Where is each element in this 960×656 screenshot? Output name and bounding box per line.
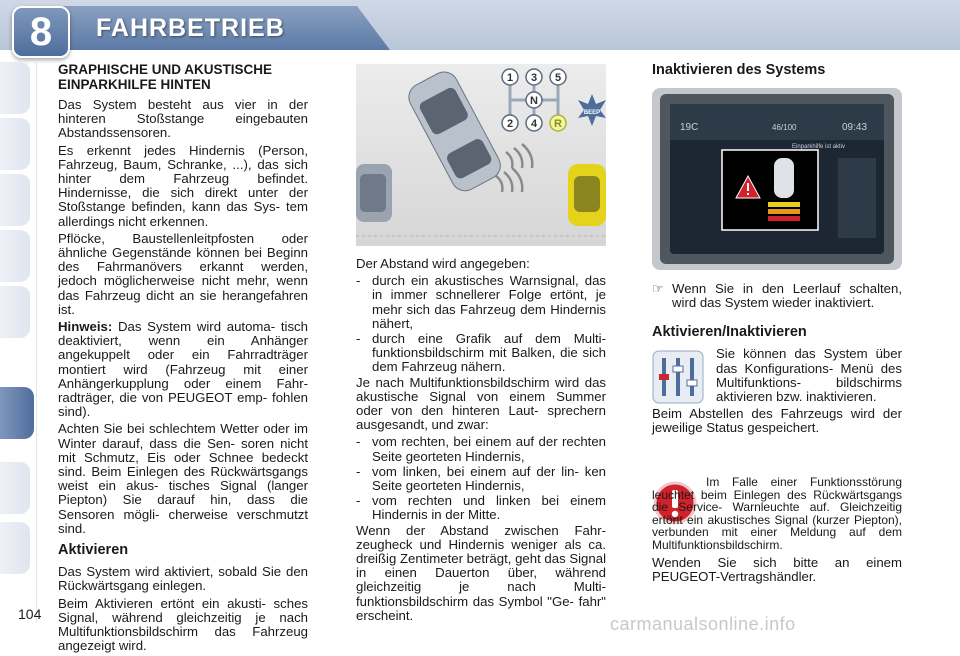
gear-label: 2 (506, 118, 514, 130)
edge-tab-1[interactable] (0, 62, 30, 114)
hint-paragraph (58, 320, 308, 419)
edge-tab-2[interactable] (0, 118, 30, 170)
paragraph: Sie können das System über das Konfigurations- Menü des Multifunktions- bildschirms aktivieren bzw. inaktivieren. (716, 346, 902, 405)
gear-shift-diagram (502, 69, 566, 131)
gear-label: 3 (530, 72, 538, 84)
distance-bar (768, 216, 800, 221)
left-parked-car-window (360, 174, 386, 212)
screen-car-icon (774, 158, 794, 198)
gear-label: N (530, 95, 538, 107)
watermark: carmanualsonline.info (610, 614, 796, 634)
pointing-hand-icon: ☞ (652, 281, 664, 296)
beep-label: BEEP (583, 110, 601, 116)
list-item: - durch eine Grafik auf dem Multi- funktionsbildschirm mit Balken, die sich dem Fahrzeug nähern. (356, 331, 606, 375)
right-column-top (652, 62, 902, 85)
list-item: - vom linken, bei einem auf der lin- ken Seite georteten Hindernis, (356, 463, 606, 494)
hint-text: Das System wird automa- tisch deaktiviert, wenn ein Anhänger angekuppelt oder ein Fahrradträger montiert wird (Fahrzeug mit einer Anhängerkupplung oder einem Fahr- radträger, die von PEUGEOT emp- fohlen sind). (58, 319, 308, 420)
gear-label: 5 (554, 72, 562, 84)
edge-tab-4[interactable] (0, 230, 30, 282)
page-number: 104 (18, 606, 42, 622)
chapter-header (0, 0, 960, 62)
middle-column (356, 257, 606, 626)
configuration-menu-icon (652, 350, 704, 404)
screen-svg (652, 88, 902, 270)
edge-tab-3[interactable] (0, 174, 30, 226)
edge-tab-active[interactable] (0, 387, 34, 439)
distance-bar (768, 209, 800, 214)
deactivation-heading: Inaktivieren des Systems (652, 62, 826, 78)
paragraph: Je nach Multifunktionsbildschirm wird das akustische Signal von einem Summer oder von den hinteren Laut- sprechern ausgesandt, und zwar: (356, 374, 606, 433)
list-item: - vom rechten, bei einem auf der rechten Seite georteten Hindernis, (356, 434, 606, 464)
gear-label: 1 (506, 72, 514, 84)
screen-temperature: 19C (680, 122, 699, 133)
right-parked-car-window (574, 176, 600, 212)
hint-label: Hinweis: (58, 319, 113, 335)
paragraph: Pflöcke, Baustellenleitpfosten oder ähnliche Gegenstände können bei Beginn des Fahrmanövers erkannt werden, jedoch möglicherweise nicht mehr, wenn das Fahrzeug dicht an sie herangefahren ist. (58, 230, 308, 317)
edge-tab-5[interactable] (0, 286, 30, 338)
screen-caption: Einparkhilfe ist aktiv (792, 144, 846, 150)
section-heading: GRAPHISCHE UND AKUSTISCHE EINPARKHILFE HINTEN (58, 62, 273, 92)
screen-clock: 09:43 (842, 122, 868, 133)
list-item: - vom rechten und linken bei einem Hindernis in der Mitte. (356, 493, 606, 523)
activation-heading: Aktivieren (58, 542, 129, 559)
edge-tab-7[interactable] (0, 462, 30, 514)
gear-label: 4 (530, 118, 538, 130)
multifunction-screen-illustration (652, 88, 902, 270)
edge-divider (36, 62, 37, 622)
paragraph: Wenn der Abstand zwischen Fahr- zeugheck und Hindernis weniger als ca. dreißig Zentimeter beträgt, geht das Signal in einen Dauerton über, während gleichzeitig je nach Multi- funktionsbildschirm das Symbol "Ge- fahr" erscheint. (356, 522, 606, 623)
paragraph: Das System wird aktiviert, sobald Sie den Rückwärtsgang einlegen. (58, 564, 308, 594)
chapter-title: FAHRBETRIEB (96, 14, 285, 42)
chapter-number-badge: 8 (12, 6, 70, 58)
paragraph: Wenden Sie sich bitte an einem PEUGEOT-Vertragshändler. (652, 554, 902, 584)
warning-paragraph: Im Falle einer Funktionsstörung leuchtet beim Einlegen des Rückwärtsgangs die Service- Warnleuchte auf. Gleichzeitig ertönt ein akustisches Signal (kurzer Piepton), verbunden mit einer Meldung auf dem Multifunktionsbildschirm. (652, 475, 902, 552)
paragraph: Das System besteht aus vier in der hinteren Stoßstange eingebauten Abstandssensoren. (58, 97, 308, 141)
edge-tab-8[interactable] (0, 522, 30, 574)
list-item: - durch ein akustisches Warnsignal, das in immer schnellerer Folge ertönt, je mehr sich das Fahrzeug dem Hindernis nähert, (356, 273, 606, 331)
left-column (58, 62, 308, 656)
paragraph: Es erkennt jedes Hindernis (Person, Fahrzeug, Baum, Schranke, ...), das sich hinter dem Fahrzeug befindet. Hindernisse, die sich direkt unter der Stoßstange befinden, kann das Sys- tem allerdings nicht erkennen. (58, 142, 308, 229)
screen-center-readout: 46/100 (772, 123, 797, 132)
parking-illustration-svg (356, 64, 606, 246)
paragraph: Achten Sie bei schlechtem Wetter oder im Winter darauf, dass die Sen- soren nicht mit Schmutz, Eis oder Schnee bedeckt sind. Beim Einlegen des Rückwärtsgangs weist ein akus- tisches Signal (langer Piepton) Sie darauf hin, dass die Sensoren mögli- cherweise verschmutzt sind. (58, 421, 308, 536)
paragraph: Der Abstand wird angegeben: (356, 256, 530, 271)
parking-illustration (356, 64, 606, 246)
paragraph: Beim Abstellen des Fahrzeugs wird der jeweilige Status gespeichert. (652, 406, 902, 436)
warning-block (652, 476, 902, 587)
note-item: ☞ Wenn Sie in den Leerlauf schalten, wird das System wieder inaktiviert. (652, 281, 902, 311)
chapter-edge-tabs (0, 62, 36, 622)
toggle-heading: Aktivieren/Inaktivieren (652, 324, 807, 341)
screen-side-panel (838, 158, 876, 238)
distance-bar (768, 202, 800, 207)
paragraph: Beim Aktivieren ertönt ein akusti- sches Signal, während gleichzeitig je nach Multifunktionsbildschirm das Fahrzeug angezeigt wird. (58, 595, 308, 654)
gear-label: R (554, 118, 562, 130)
